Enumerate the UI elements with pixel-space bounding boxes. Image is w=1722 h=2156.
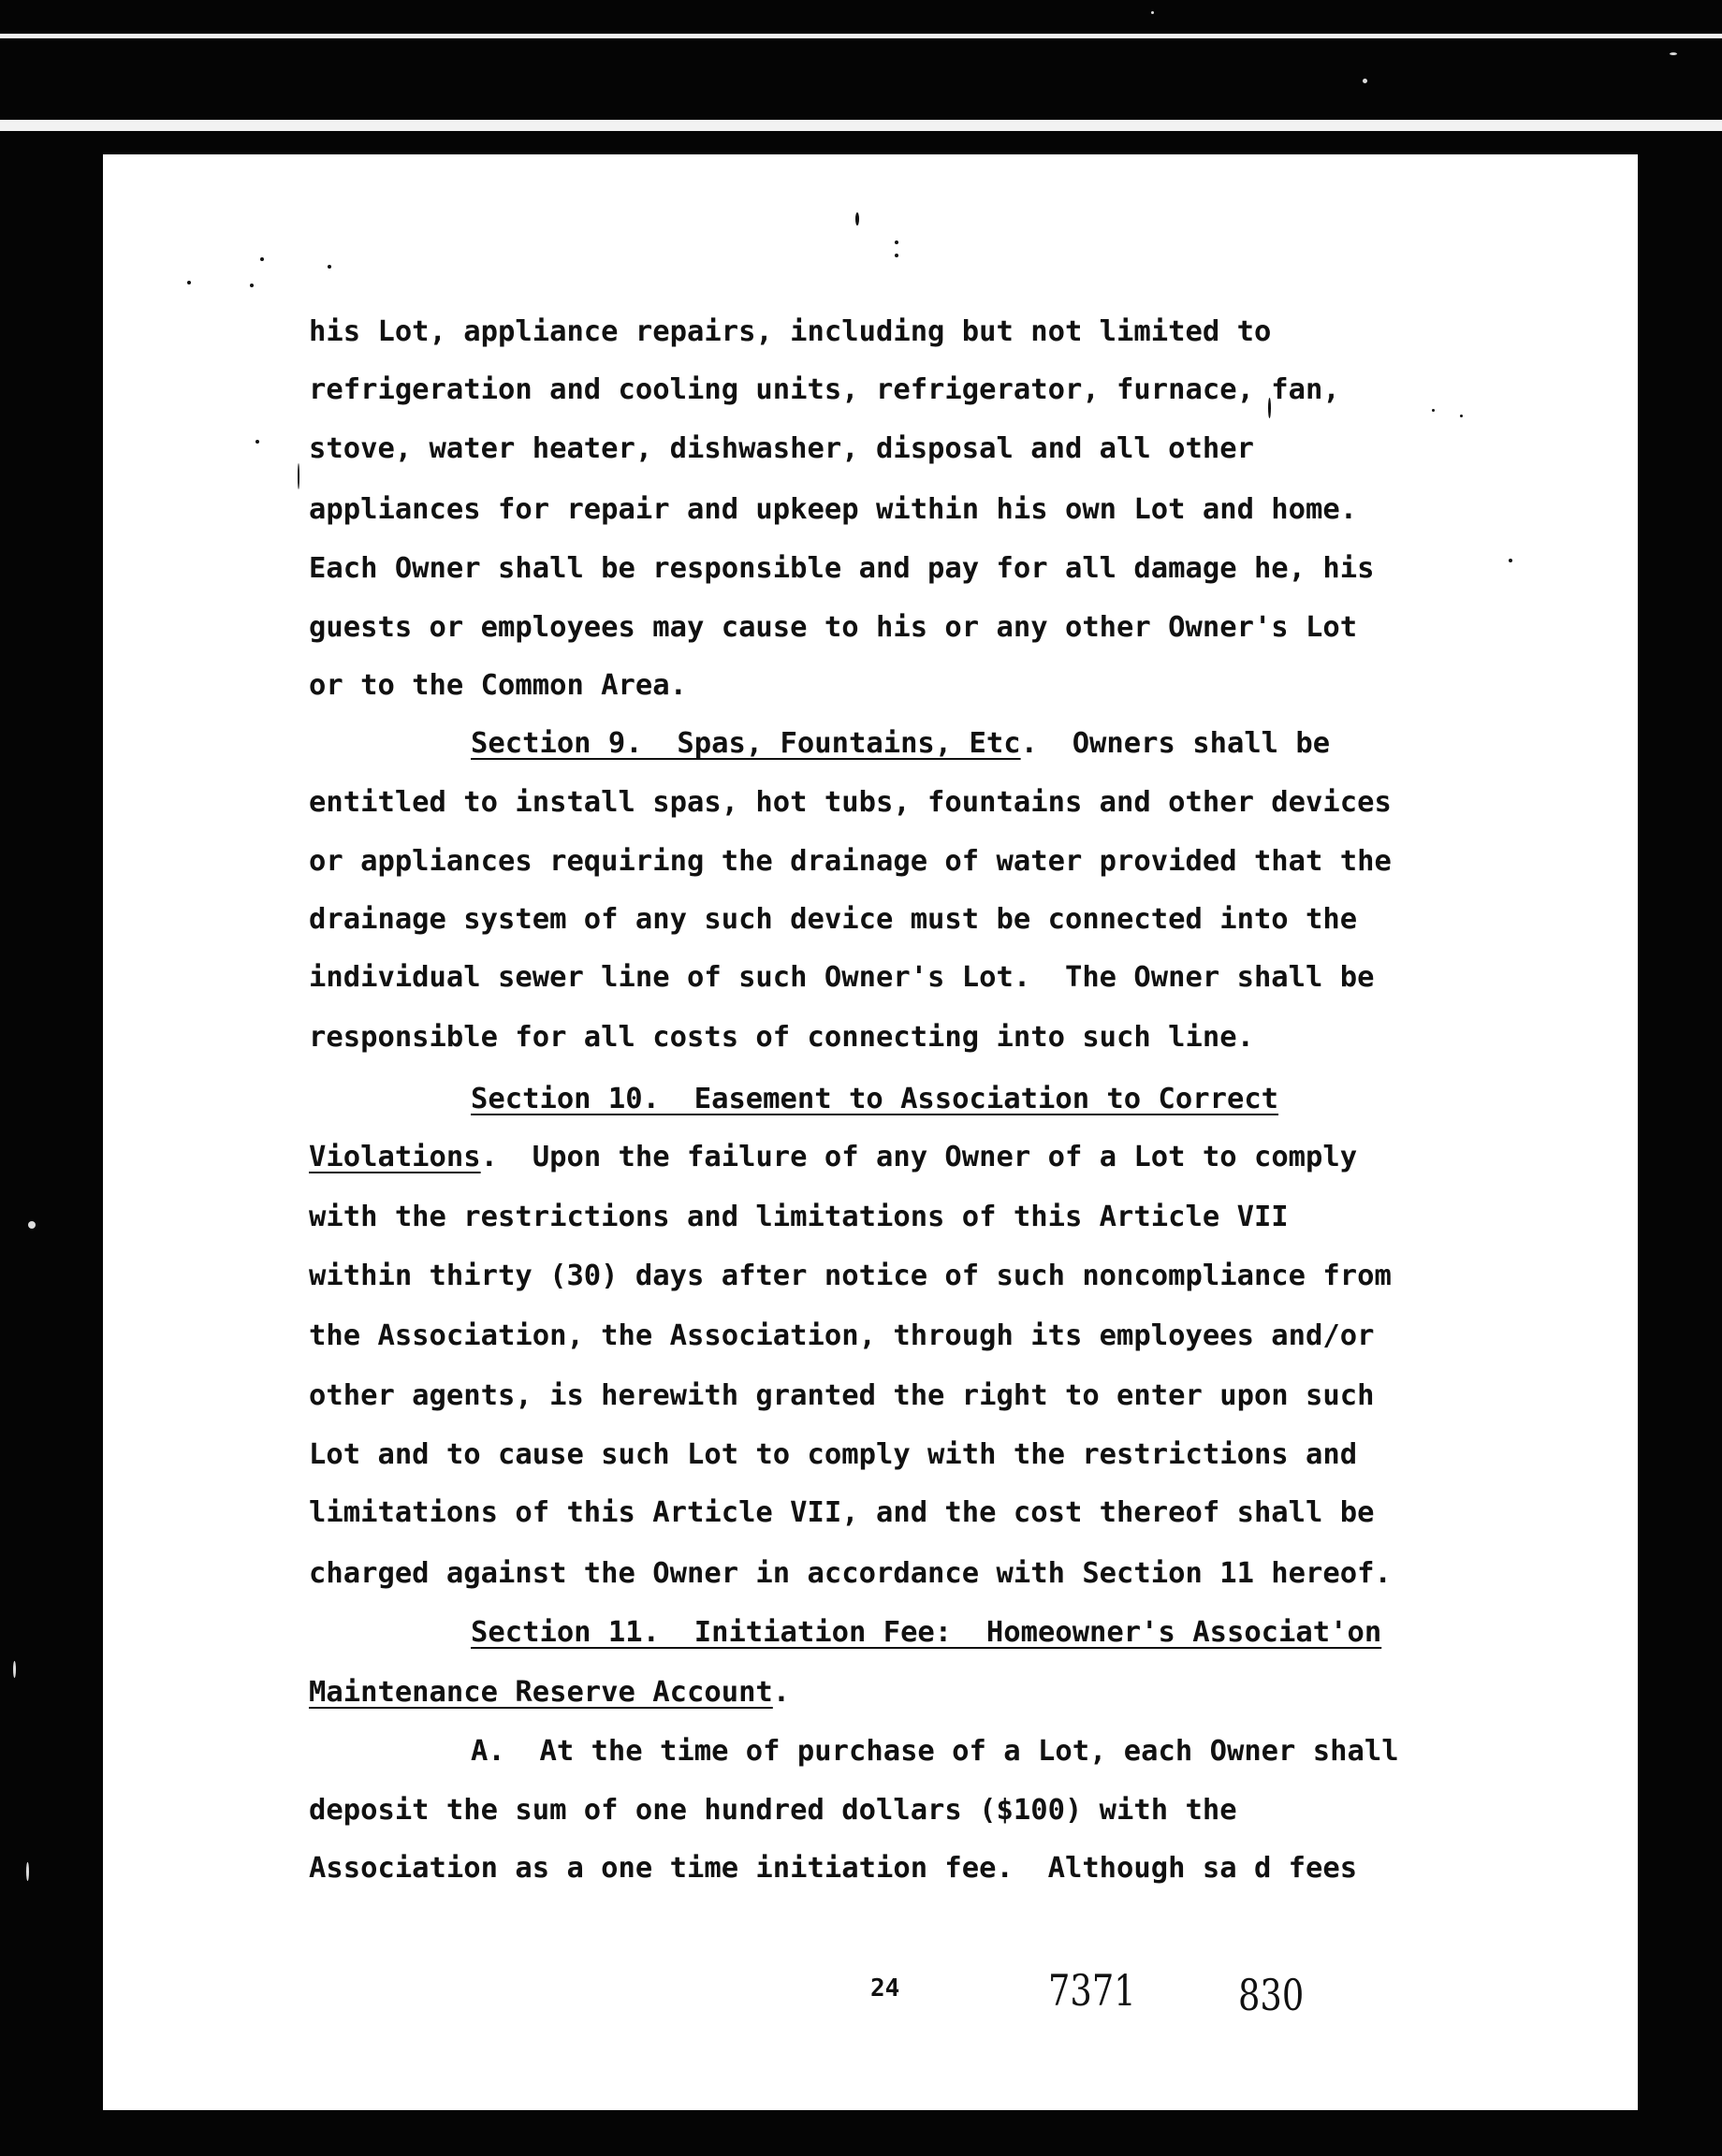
scan-speck (328, 265, 331, 269)
scan-speck (13, 1661, 16, 1678)
text-line: stove, water heater, dishwasher, disposal and all other (309, 432, 1254, 465)
section-10-heading-line (309, 1139, 1357, 1176)
scan-speck (1151, 11, 1154, 14)
text-line: drainage system of any such device must be connected into the (309, 903, 1358, 936)
scan-speck (26, 1862, 29, 1881)
section-10-heading-rest: . Upon the failure of any Owner of a Lot to comply (480, 1141, 1358, 1173)
text-line: guests or employees may cause to his or any other Owner's Lot (309, 611, 1358, 644)
section-11-heading: Section 11. Initiation Fee: Homeowner's Associat'on (471, 1616, 1382, 1649)
scan-speck (1509, 559, 1512, 562)
page-number: 24 (870, 1974, 900, 2003)
document-page (103, 154, 1638, 2110)
section-9-heading: Section 9. Spas, Fountains, Etc (471, 727, 1021, 760)
document-stamp-number: 830 (1238, 1970, 1305, 2020)
section-11-heading-rest: . (772, 1676, 791, 1709)
section-10-heading-cont: Violations (309, 1141, 481, 1173)
section-11-heading-cont: Maintenance Reserve Account (309, 1676, 773, 1709)
text-line: refrigeration and cooling units, refrigerator, furnace, fan, (309, 373, 1340, 406)
scan-speck (855, 212, 859, 226)
scan-speck (1363, 79, 1367, 83)
section-9-heading-line (471, 725, 1330, 763)
text-line: Lot and to cause such Lot to comply with the restrictions and (309, 1438, 1358, 1471)
section-10-heading: Section 10. Easement to Association to Correct (471, 1083, 1279, 1115)
scan-speck (895, 254, 898, 257)
scan-speck (187, 281, 191, 284)
section-10-heading-line (471, 1081, 1278, 1118)
scan-speck (1432, 409, 1435, 412)
text-line: entitled to install spas, hot tubs, fountains and other devices (309, 786, 1392, 819)
scan-speck (1670, 52, 1677, 55)
text-line: appliances for repair and upkeep within his own Lot and home. (309, 493, 1358, 526)
scan-speck (250, 284, 254, 287)
scan-speck (28, 1221, 36, 1229)
scan-speck (298, 463, 299, 489)
text-line: A. At the time of purchase of a Lot, each Owner shall (471, 1735, 1399, 1768)
text-line: or to the Common Area. (309, 669, 687, 702)
text-line: deposit the sum of one hundred dollars ($100) with the (309, 1794, 1237, 1827)
text-line: limitations of this Article VII, and the cost thereof shall be (309, 1496, 1375, 1529)
document-stamp-number: 7371 (1048, 1965, 1136, 2016)
text-line: Each Owner shall be responsible and pay for all damage he, his (309, 552, 1375, 585)
top-scan-rule (0, 34, 1722, 38)
text-line: individual sewer line of such Owner's Lot. The Owner shall be (309, 961, 1375, 994)
section-9-heading-rest: . Owners shall be (1020, 727, 1331, 760)
text-line: or appliances requiring the drainage of water provided that the (309, 845, 1392, 878)
scan-speck (255, 440, 259, 444)
section-11-heading-line (471, 1614, 1381, 1652)
scan-speck (260, 257, 264, 261)
text-line: his Lot, appliance repairs, including but not limited to (309, 315, 1272, 348)
scan-speck (1460, 415, 1463, 417)
text-line: other agents, is herewith granted the right to enter upon such (309, 1379, 1375, 1412)
text-line: responsible for all costs of connecting into such line. (309, 1021, 1254, 1054)
scan-speck (895, 240, 898, 244)
text-line: charged against the Owner in accordance with Section 11 hereof. (309, 1557, 1392, 1590)
text-line: the Association, the Association, through its employees and/or (309, 1319, 1375, 1352)
text-line: with the restrictions and limitations of this Article VII (309, 1201, 1289, 1233)
section-11-heading-line (309, 1674, 790, 1712)
text-line: within thirty (30) days after notice of such noncompliance from (309, 1260, 1392, 1292)
top-scan-rule (0, 120, 1722, 131)
text-line: Association as a one time initiation fee. Although sa d fees (309, 1852, 1358, 1885)
